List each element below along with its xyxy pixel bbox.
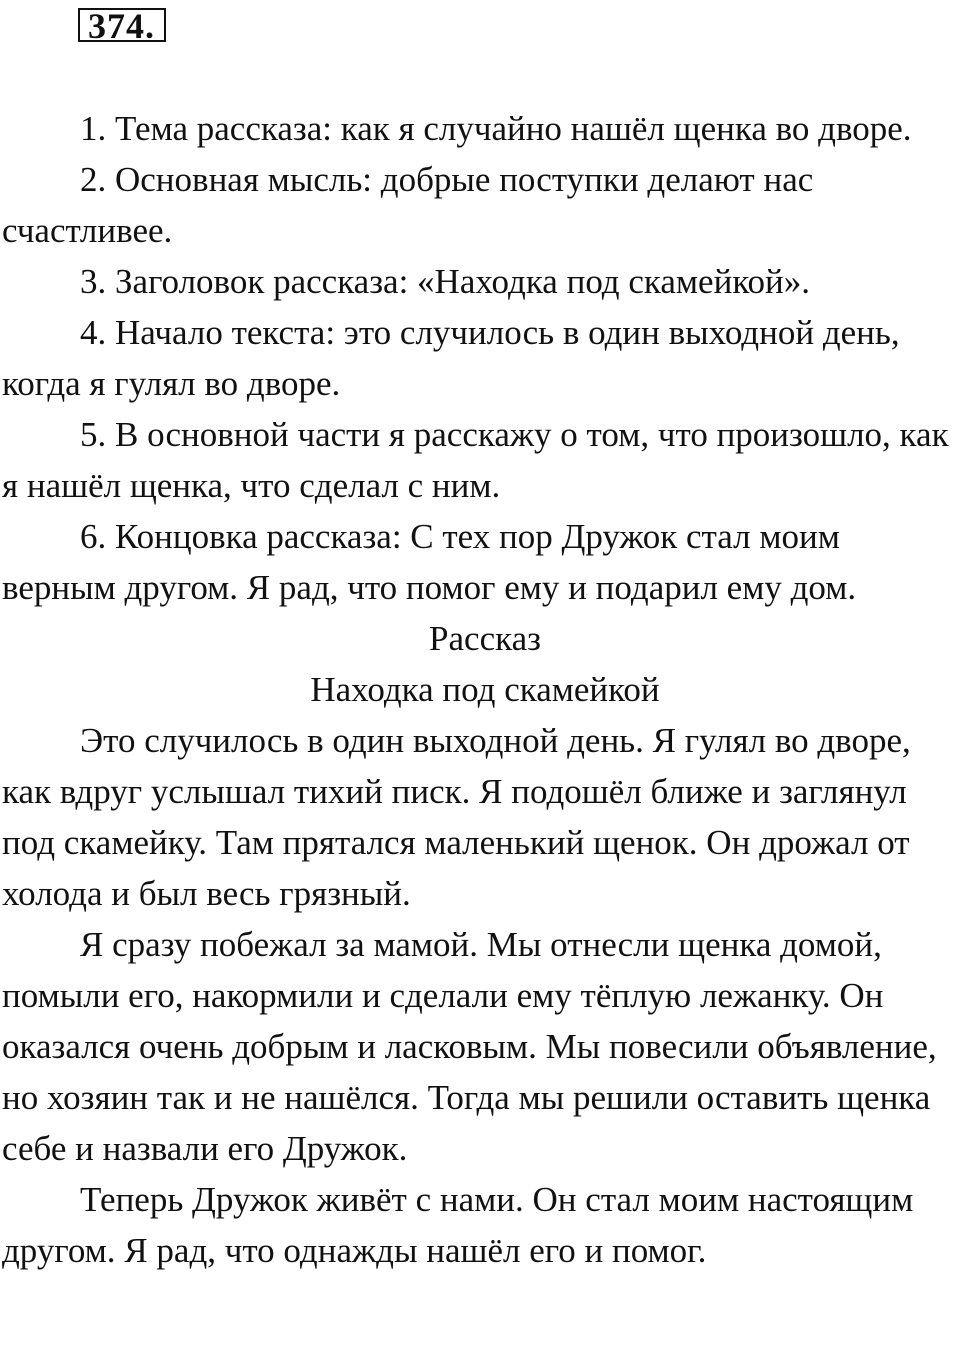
task-number-box <box>78 6 166 46</box>
story-title: Находка под скамейкой <box>310 670 660 709</box>
answer-text <box>2 103 958 1276</box>
plan-item-4: 4. Начало текста: это случилось в один выходной день, когда я гулял во дворе. <box>2 313 900 403</box>
plan-item-2: 2. Основная мысль: добрые поступки делают нас счастливее. <box>2 160 814 250</box>
story-paragraph-2: Я сразу побежал за мамой. Мы отнесли щенка домой, помыли его, накормили и сделали ему тёплую лежанку. Он оказался очень добрым и ласковым. Мы повесили объявление, но хозяин так и не нашёлся. Тогда мы решили оставить щенка себе и назвали его Дружок. <box>2 925 937 1168</box>
plan-item-3: 3. Заголовок рассказа: «Находка под скамейкой». <box>80 262 811 301</box>
plan-item-1: 1. Тема рассказа: как я случайно нашёл щенка во дворе. <box>80 109 912 148</box>
story-paragraph-3: Теперь Дружок живёт с нами. Он стал моим настоящим другом. Я рад, что однажды нашёл его и помог. <box>2 1180 914 1270</box>
task-number: 374. <box>88 6 155 46</box>
story-paragraph-1: Это случилось в один выходной день. Я гулял во дворе, как вдруг услышал тихий писк. Я подошёл ближе и заглянул под скамейку. Там прятался маленький щенок. Он дрожал от холода и был весь грязный. <box>2 721 911 913</box>
story-heading: Рассказ <box>429 619 541 658</box>
plan-item-5: 5. В основной части я расскажу о том, что произошло, как я нашёл щенка, что сделал с ним. <box>2 415 949 505</box>
plan-item-6: 6. Концовка рассказа: С тех пор Дружок стал моим верным другом. Я рад, что помог ему и подарил ему дом. <box>2 517 857 607</box>
